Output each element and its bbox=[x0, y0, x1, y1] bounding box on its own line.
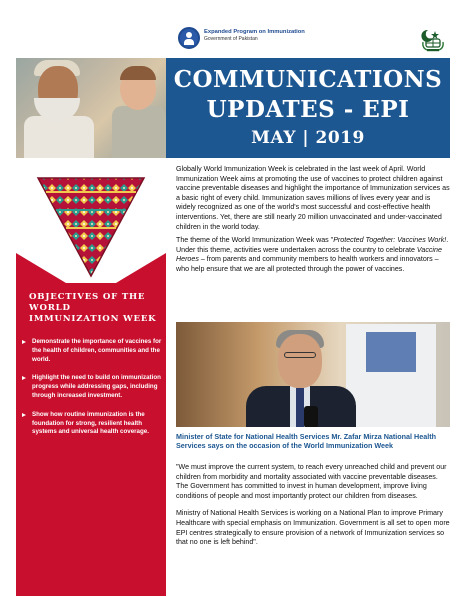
article-paragraph-1: Globally World Immunization Week is celebrated in the last week of April. World Immunization Week aims at promoting the use of vaccines to protect children against vaccine preventable diseases and highlight the importance of Immunization services as a basic right of every child. Immunization saves millions of lives every year and is widely recognized as one of the world's most successful and cost-effective health interventions. Yet, there are still nearly 20 million unvaccinated and under-vaccinated children in the world today. bbox=[176, 165, 450, 231]
org-subtitle: Government of Pakistan bbox=[204, 36, 258, 42]
minister-quote bbox=[176, 463, 450, 556]
page-header bbox=[0, 0, 465, 58]
org-name: Expanded Program on Immunization bbox=[204, 29, 305, 35]
pakistan-emblem-icon bbox=[420, 26, 446, 52]
title-banner bbox=[166, 58, 450, 158]
objectives-list bbox=[22, 338, 162, 447]
doctor-child-photo bbox=[16, 58, 166, 158]
photo-caption: Minister of State for National Health Services Mr. Zafar Mirza National Health Services says on the occasion of the World Immunization Week bbox=[176, 432, 437, 451]
quote-paragraph-2: Ministry of National Health Services is working on a National Plan to improve Primary Healthcare with special emphasis on Immunization. Government is all set to open more EPI centres strategically to ensure provision of a network of Immunization services so that no one is left behind". bbox=[176, 509, 450, 547]
theme-text: Protected Together: Vaccines Work! bbox=[333, 236, 447, 245]
objectives-heading: OBJECTIVES OF THE WORLD IMMUNIZATION WEEK bbox=[29, 292, 157, 324]
vaccine-heroes-text: Vaccine Heroes bbox=[176, 245, 442, 264]
minister-photo bbox=[176, 322, 450, 427]
bullet-arrow-icon bbox=[22, 340, 26, 344]
title-line-1: COMMUNICATIONS bbox=[173, 66, 443, 93]
objectives-sidebar bbox=[16, 283, 166, 596]
article-paragraph-2: The theme of the World Immunization Week was "Protected Together: Vaccines Work!. Under this theme, activities were undertaken across the country to celebrate Vaccine Heroes – from parents and community members to health workers and innovators – who help ensure that we are all protected through the power of vaccines. bbox=[176, 236, 449, 273]
objective-text: Show how routine immunization is the foundation for strong, resilient health systems and universal health coverage. bbox=[32, 410, 149, 436]
objective-text: Demonstrate the importance of vaccines for the health of children, communities and the world. bbox=[32, 338, 162, 363]
issue-date: MAY | 2019 bbox=[251, 128, 365, 148]
objective-text: Highlight the need to build on immunization progress while addressing gaps, including through increased investment. bbox=[32, 374, 161, 399]
title-line-2: UPDATES - EPI bbox=[206, 96, 410, 123]
list-item bbox=[22, 338, 162, 364]
list-item bbox=[22, 374, 162, 400]
epi-logo-icon bbox=[178, 27, 200, 49]
bullet-arrow-icon bbox=[22, 413, 26, 417]
article-body bbox=[176, 165, 450, 279]
embroidery-triangle-decoration bbox=[16, 158, 166, 283]
list-item bbox=[22, 411, 162, 437]
quote-paragraph-1: "We must improve the current system, to reach every unreached child and prevent our children from morbidity and mortality associated with vaccine preventable diseases. The Government has committed to invest in human development, improve living conditions of people and most importantly protect our children from diseases. bbox=[176, 463, 447, 500]
bullet-arrow-icon bbox=[22, 376, 26, 380]
